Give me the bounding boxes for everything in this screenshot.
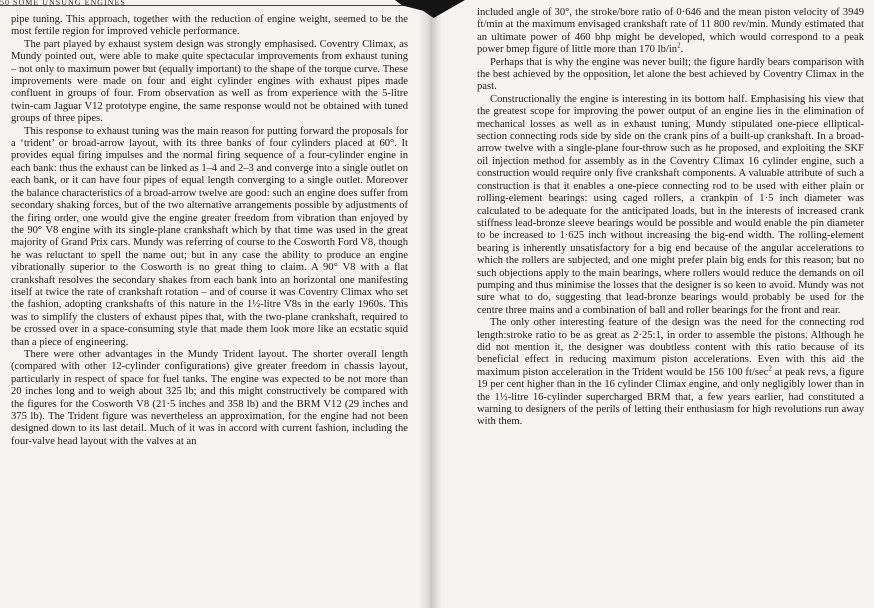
paragraph-1: pipe tuning. This approach, together with the reduction of engine weight, seemed to be the most fertile region for improved vehicle performance. (11, 14, 408, 38)
right-page (440, 0, 874, 608)
superscript: 2 (677, 41, 681, 50)
book-gutter (418, 0, 442, 608)
text-run: included angle of 30°, the stroke/bore ratio of 0·646 and the mean piston velocity of 3949 ft/min at the maximum envisaged crankshaft rate of 11 800 rev/min. Mundy estimated that an ultimate power of 460 bhp might be developed, which would correspond to a peak power bmep figure of little more than 170 lb/in (477, 7, 864, 56)
paragraph-3: Constructionally the engine is interesting in its bottom half. Emphasising his view that the greatest scope for improving the power output of an engine lies in the elimination of mechanical losses as well as in exhaust tuning, Mundy stipulated one-piece elliptical-section connecting rods side by side on the crank pins of a built-up crankshaft. In a broad-arrow twelve with a single-plane four-throw such as he proposed, and exploiting the SKF oil injection method for assembly as in the Coventry Climax 16 cylinder engine, such a construction would require only five crankshaft components. A valuable attribute of such a construction is that it enables a one-piece connecting rod to be used with either plain or rolling-element bearings: using caged rollers, a crankpin of 1·5 inch diameter was calculated to be adequate for the anticipated loads, but in the interests of increased crank stiffness lead-bronze sleeve bearings would be possible and would enable the pin diameter to be increased to 1·625 inch without increasing the big-end width. The rolling-element bearing is inherently unsatisfactory for a big end because of the angular accelerations to which the rollers are subjected, and one might prefer plain big ends for this reason; but no such objections apply to the main bearings, where rollers would reduce the demands on oil pumping and thus minimise the losses that the designer is so keen to avoid. Mundy was not sure what to do, suggesting that lead-bronze bearings would probably be used for the centre three mains and a combination of ball and roller bearings for the front and rear. (477, 93, 864, 316)
running-head: 50 SOME UNSUNG ENGINES (0, 0, 420, 6)
text-run: The only other interesting feature of the design was the need for the connecting rod length:stroke ratio to be as great as 2·25:1, in order to assemble the pistons. Although he did not mention it, the designer was doubtless content with this ratio because of its beneficial effect in reducing maximum piston accelerations. Even with this aid the maximum piston acceleration in the Trident would be 156 100 ft/sec (477, 317, 864, 378)
paragraph-2: The part played by exhaust system design was strongly emphasised. Coventry Climax, as Mundy pointed out, were able to make quite spectacular improvements from exhaust tuning – not only to maximum power but (equally important) to the shape of the torque curve. These improvements were made on four and eight cylinder engines with exhaust pipes made confluent in groups of four. From observation as well as from experience with the 5-litre twin-cam Jaguar V12 prototype engine, the same response would not be obtained with tuned groups of three pipes. (11, 38, 408, 125)
text-run: at peak revs, a figure 19 per cent higher than in the 16 cylinder Climax engine, and only negligibly lower than in the 1½-litre 16-cylinder supercharged BRM that, a few years earlier, had constituted a warning to designers of the perils of letting their enthusiasm for high revolutions run away with them. (477, 366, 865, 428)
paragraph-4: There were other advantages in the Mundy Trident layout. The shorter overall length (compared with other 12-cylinder configurations) give greater freedom in chassis layout, particularly in respect of space for fuel tanks. The engine was expected to be not more than 20 inches long and to weigh about 325 lb; and this might constructively be compared with the figures for the Cosworth V8 (21·5 inches and 358 lb) and the BRM V12 (29 inches and 375 lb). The Trident figure was nevertheless an approximation, for the engine had not been designed down to its last detail. Much of it was in accord with current fashion, including the four-valve head layout with the valves at an (11, 348, 408, 447)
left-page (0, 0, 420, 608)
superscript: 2 (768, 364, 772, 373)
paragraph-1 (477, 7, 864, 57)
paragraph-4 (477, 317, 864, 429)
text-run: . (680, 44, 684, 56)
paragraph-2: Perhaps that is why the engine was never built; the figure hardly bears comparison with the best achieved by the opposition, let alone the best achieved by Coventry Climax in the past. (477, 56, 864, 93)
paragraph-3: This response to exhaust tuning was the main reason for putting forward the proposals for a ‘trident’ or broad-arrow layout, with its three banks of four cylinders placed at 60°. It provides equal firing impulses and the normal firing sequence of a four-cylinder engine in each bank: thus the exhaust can be linked as 1–4 and 2–3 and converge into a single outlet on each bank, or it can have four pipes of equal length converging to a single outlet. Moreover the balance characteristics of a broad-arrow twelve are good: such an engine does suffer from secondary shaking forces, but of the two alternative arrangements possible by adjustments of the firing order, one would give the engine greater freedom from vibration than enjoyed by the 90° V8 engine with its single-plane crankshaft which by that time was used in the great majority of Grand Prix cars. Mundy was referring of course to the Cosworth Ford V8, though he was reluctant to spell the name out; but in any case the ability to produce an engine vibrationally superior to the Cosworth is no great thing to claim. A 90° V8 with a flat crankshaft resolves the secondary shakes from each bank into an horizontal one manifesting itself at twice the rate of crankshaft rotation – and of course it was Coventry Climax who set the fashion, adopting crankshafts of this nature in the 1½-litre V8s in the early 1960s. This was to simplify the clusters of exhaust pipes that, with the two-plane crankshaft, required to be crossed over in a space-consuming style that made them look more like an ecstatic squid than a piece of engineering. (11, 125, 408, 348)
